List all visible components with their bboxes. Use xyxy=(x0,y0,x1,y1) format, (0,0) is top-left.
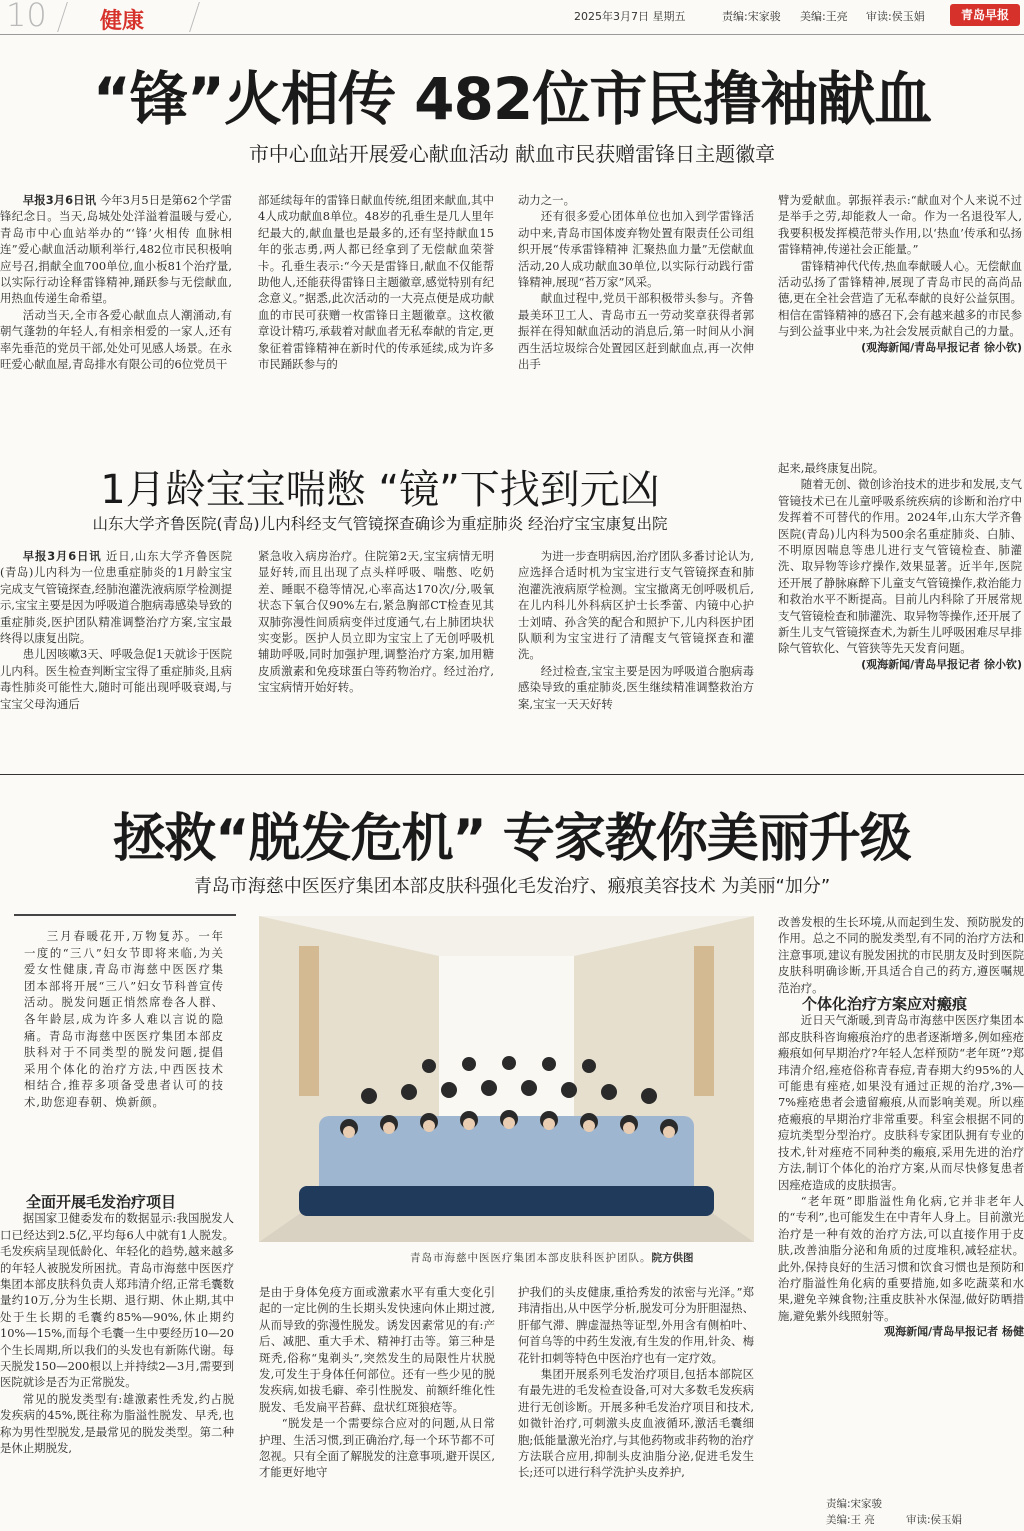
header-slash-2 xyxy=(189,2,200,32)
story2-c4p2: 随着无创、微创诊治技术的进步和发展,支气管镜技术已在儿童呼吸系统疾病的诊断和治疗中发挥着不可替代的作用。2024年,山东大学齐鲁医院(青岛)儿内科为500余名重症肺炎、白肺、不明原因喘息等患儿进行支气管镜检查、肺灌洗、取异物等诊疗操作,效果显著。近半年,医院还开展了静脉麻醉下儿童支气管镜操作,救治能力和救治水平不断提高。目前儿内科除了开展常规支气管镜检查和肺灌洗、取异物等操作,还开展了新生儿支气管镜探查术,为新生儿呼吸困难尽早排除气管软化、气管狭等先天发育问题。 xyxy=(778,477,1022,656)
footer-proof: 审读:侯玉娟 xyxy=(906,1514,963,1526)
story2-c2p1: 紧急收入病房治疗。住院第2天,宝宝病情无明显好转,而且出现了点头样呼吸、喘憋、吃奶差、睡眠不稳等情况,心率高达170次/分,吸氧状态下氧合仅90%左右,紧急胸部CT检查见其双肺弥漫性间质病变伴过度通气,右上肺团块状实变影。医护人员立即为宝宝上了无创呼吸机辅助呼吸,同时加强护理,调整治疗方案,加用糖皮质激素和免疫球蛋白等药物治疗。经过治疗,宝宝病情开始好转。 xyxy=(258,549,494,695)
story3-byline: 观海新闻/青岛早报记者 杨健 xyxy=(884,1325,1024,1339)
story1-subhead: 市中心血站开展爱心献血活动 献血市民获赠雷锋日主题徽章 xyxy=(248,142,776,166)
story3-c1p2: 常见的脱发类型有:雄激素性秃发,约占脱发疾病的45%,既往称为脂溢性脱发、早秃,也称为男性型脱发,是最常见的脱发类型。第二种是休止期脱发, xyxy=(0,1391,234,1456)
photo-credit: 院方供图 xyxy=(651,1252,694,1264)
team-photo xyxy=(259,916,754,1242)
story3-col1 xyxy=(0,1188,234,1531)
story2-lead: 早报3月6日讯 xyxy=(22,549,102,563)
issue-date: 2025年3月7日 星期五 xyxy=(574,10,686,23)
story1-col2 xyxy=(258,192,494,430)
story3-intro xyxy=(24,928,224,1168)
story1-lead: 早报3月6日讯 xyxy=(22,193,97,207)
story1-c3p1: 动力之一。 xyxy=(518,193,575,207)
section-name: 健康 xyxy=(100,9,145,34)
story3-c3p1: 护我们的头皮健康,重拾秀发的浓密与光泽。”郑玮清指出,从中医学分析,脱发可分为肝胆湿热、肝郁气滞、脾虚湿热等证型,外用含有侧柏叶、何首乌等的中药生发液,有生发的作用,针灸、梅花针扣刺等特色中医治疗也有一定疗效。 xyxy=(518,1285,754,1365)
story3-c2p2: “脱发是一个需要综合应对的问题,从日常护理、生活习惯,到正确治疗,每一个环节都不可忽视。只有全面了解脱发的注意事项,避开误区,才能更好地守 xyxy=(259,1416,495,1480)
story2-c1p2: 患儿因咳嗽3天、呼吸急促1天就诊于医院儿内科。医生检查判断宝宝得了重症肺炎,且病毒性肺炎可能性大,随时可能出现呼吸衰竭,与宝宝父母沟通后 xyxy=(0,647,232,711)
story1-c1p2: 活动当天,全市各爱心献血点人潮涌动,有朝气蓬勃的年轻人,有相亲相爱的一家人,还有率先垂范的党员干部,处处可见感人场景。在永旺爱心献血屋,青岛排水有限公司的6位党员干 xyxy=(0,307,232,372)
story3-sec2: 个体化治疗方案应对瘢痕 xyxy=(802,995,968,1014)
story3-c4p1: 改善发根的生长环境,从而起到生发、预防脱发的作用。总之不同的脱发类型,有不同的治疗方法和注意事项,建议有脱发困扰的市民朋友及时到医院皮肤科明确诊断,开具适合自己的药方,遵医嘱规范治疗。 xyxy=(778,915,1024,995)
story1-col1 xyxy=(0,192,232,430)
story3-c3p2: 集团开展系列毛发治疗项目,包括本部院区有最先进的毛发检查设备,可对大多数毛发疾病进行无创诊断。开展多种毛发治疗项目和技术,如微针治疗,可刺激头皮血液循环,激活毛囊细胞;低能量激光治疗,与其他药物或非药物的治疗方法联合应用,抑制头皮油脂分泌,促进毛发生长;还可以进行科学洗护头皮养护, xyxy=(518,1367,754,1480)
header-slash xyxy=(57,2,68,32)
story3-subhead: 青岛市海慈中医医疗集团本部皮肤科强化毛发治疗、瘢痕美容技术 为美丽“加分” xyxy=(193,876,831,897)
story1-col4 xyxy=(778,192,1022,430)
story1-c3p3: 献血过程中,党员干部积极带头参与。齐鲁最美环卫工人、青岛市五一劳动奖章获得者郭振祥在得知献血活动的消息后,第一时间从小涧西生活垃圾综合处置园区赶到献血点,再一次伸出手 xyxy=(518,291,754,372)
story2-c3p2: 经过检查,宝宝主要是因为呼吸道合胞病毒感染导致的重症肺炎,医生继续精准调整救治方案,宝宝一天天好转 xyxy=(518,663,754,711)
story1-byline: (观海新闻/青岛早报记者 徐小钦) xyxy=(861,340,1022,354)
story2-byline: (观海新闻/青岛早报记者 徐小钦) xyxy=(861,657,1022,671)
photo-caption xyxy=(410,1250,754,1265)
story3-c4p2: 近日天气渐暖,到青岛市海慈中医医疗集团本部皮肤科咨询瘢痕治疗的患者逐渐增多,例如痤疮瘢痕如何早期治疗?年轻人怎样预防“老年斑”?郑玮清介绍,痤疮俗称青春痘,青春期大约95%的人可能患有痤疮,如果没有通过正规的治疗,3%—7%痤疮患者会遗留瘢痕,从而影响美观。所以痤疮瘢痕的早期治疗非常重要。科室会根据不同的痘坑类型分型治疗。皮肤科专家团队拥有专业的技术,针对痤疮不同种类的瘢痕,采用先进的治疗方法,制订个体化的治疗方案,从而尽快修复患者因痤疮造成的皮肤损害。 xyxy=(778,1013,1024,1192)
photo-caption-text: 青岛市海慈中医医疗集团本部皮肤科医护团队。 xyxy=(410,1252,652,1264)
story3-col2 xyxy=(259,1284,495,1531)
footer-credits xyxy=(826,1490,1024,1530)
story2-col3 xyxy=(518,548,754,744)
story3-headline: 拯救“脱发危机” 专家教你美丽升级 xyxy=(113,809,911,869)
story1-col3 xyxy=(518,192,754,430)
header-art: 美编:王亮 xyxy=(800,10,848,23)
story1-c2p1: 部延续每年的雷锋日献血传统,组团来献血,其中4人成功献血8单位。48岁的孔垂生是几人里年纪最大的,献血量也是最多的,还有坚持献血15年的张志勇,两人都已经拿到了无偿献血荣誉卡。孔垂生表示:“今天是雷锋日,献血不仅能帮助他人,还能获得雷锋日主题徽章,感觉特别有纪念意义。”据悉,此次活动的一大亮点便是成功献血的市民可获赠一枚雷锋日主题徽章。这枚徽章设计精巧,承载着对献血者无私奉献的肯定,更象征着雷锋精神在新时代的传承延续,成为许多市民踊跃参与的 xyxy=(258,193,494,372)
team-photo-illustration xyxy=(259,916,754,1242)
story2-headline: 1月龄宝宝喘憋 “镜”下找到元凶 xyxy=(100,467,660,513)
story2-col2 xyxy=(258,548,494,744)
newspaper-logo: 青岛早报 xyxy=(950,4,1020,26)
footer-art: 美编:王 亮 xyxy=(826,1514,875,1526)
story1-c3p2: 还有很多爱心团体单位也加入到学雷锋活动中来,青岛市国体废弃物处置有限责任公司组织开展“传承雷锋精神 汇聚热血力量”无偿献血活动,20人成功献血30单位,以实际行动践行雷锋精神,展现“苔万家”风采。 xyxy=(518,209,754,290)
section-divider xyxy=(0,774,1024,775)
story2-col4 xyxy=(778,460,1022,744)
story1-headline: “锋”火相传 482位市民撸袖献血 xyxy=(92,65,932,133)
story3-c4p3: “老年斑”即脂溢性角化病,它并非老年人的“专利”,也可能发生在中青年人身上。目前激光治疗是一种有效的治疗方法,可以直接作用于皮肤,改善油脂分泌和角质的过度堆积,减轻症状。此外,保持良好的生活习惯和饮食习惯也是预防和治疗脂溢性角化病的重要措施,如多吃蔬菜和水果,避免辛辣食物;注重皮肤补水保湿,做好防晒措施,避免紫外线照射等。 xyxy=(778,1193,1024,1323)
footer-editor: 责编:宋家骏 xyxy=(826,1498,883,1510)
story2-c3p1: 为进一步查明病因,治疗团队多番讨论认为,应选择合适时机为宝宝进行支气管镜探查和肺泡灌洗液病原学检测。宝宝撤离无创呼吸机后,在儿内科儿外科病区护士长季蕾、内镜中心护士刘晴、孙含笑的配合和照护下,儿内科医护团队顺利为宝宝进行了清醒支气管镜探查和灌洗。 xyxy=(518,549,754,662)
story1-c4p1: 臂为爱献血。郭振祥表示:“献血对个人来说不过是举手之劳,却能救人一命。作为一名退役军人,我要积极发挥模范带头作用,以‘热血’传承和弘扬雷锋精神,传递社会正能量。” xyxy=(778,193,1022,257)
story3-col4 xyxy=(778,914,1024,1464)
story3-sec1: 全面开展毛发治疗项目 xyxy=(26,1193,177,1211)
story2-c4p1: 起来,最终康复出院。 xyxy=(778,461,885,475)
story2-c1p1: 近日,山东大学齐鲁医院(青岛)儿内科为一位患重症肺炎的1月龄宝宝完成支气管镜探查,经肺泡灌洗液病原学检测提示,宝宝主要是因为呼吸道合胞病毒感染导致的重症肺炎,医护团队精准调整治疗方案,宝宝最终得以康复出院。 xyxy=(0,549,232,646)
story2-col1 xyxy=(0,548,232,744)
header-editor: 责编:宋家骏 xyxy=(722,10,781,23)
story1-c1p1: 今年3月5日是第62个学雷锋纪念日。当天,岛城处处洋溢着温暖与爱心,青岛市中心血站举办的“‘锋’火相传 血脉相连”爱心献血活动顺利举行,482位市民积极响应号召,捐献全血700单位,血小板81个治疗量,以实际行动诠释雷锋精神,踊跃参与无偿献血,用热血传递生命希望。 xyxy=(0,193,232,306)
story1-c4p2: 雷锋精神代代传,热血奉献暖人心。无偿献血活动弘扬了雷锋精神,展现了青岛市民的高尚品德,更在全社会营造了无私奉献的良好公益氛围。相信在雷锋精神的感召下,会有越来越多的市民参与到公益事业中来,为社会发展贡献自己的力量。 xyxy=(778,258,1022,339)
story3-col3 xyxy=(518,1284,754,1531)
story3-c2p1: 是由于身体免疫方面或激素水平有重大变化引起的一定比例的生长期头发快速向休止期过渡,从而导致的弥漫性脱发。诱发因素常见的有:产后、减肥、重大手术、精神打击等。第三种是斑秃,俗称“鬼剃头”,突然发生的局限性片状脱发,可发生于身体任何部位。还有一些少见的脱发疾病,如拔毛癖、牵引性脱发、前额纤维化性脱发、毛发扁平苔藓、盘状红斑狼疮等。 xyxy=(259,1285,495,1414)
page-header xyxy=(0,0,1024,34)
story3-intro-text: 三月春暖花开,万物复苏。一年一度的“三八”妇女节即将来临,为关爱女性健康,青岛市海慈中医医疗集团本部将开展“三八”妇女节科普宣传活动。脱发问题正悄然席卷各人群、各年龄层,成为许多人难以言说的隐痛。青岛市海慈中医医疗集团本部皮肤科对于不同类型的脱发问题,提倡采用个体化的治疗方法,中西医技术相结合,推荐多项备受患者认可的技术,助您迎春朝、焕新颜。 xyxy=(24,929,224,1109)
story2-subhead: 山东大学齐鲁医院(青岛)儿内科经支气管镜探查确诊为重症肺炎 经治疗宝宝康复出院 xyxy=(92,515,668,533)
story3-c1p1: 据国家卫健委发布的数据显示:我国脱发人口已经达到2.5亿,平均每6人中就有1人脱发。毛发疾病呈现低龄化、年轻化的趋势,越来越多的年轻人被脱发所困扰。青岛市海慈中医医疗集团本部皮肤科负责人郑玮清介绍,正常毛囊数量约10万,分为生长期、退行期、休止期,其中处于生长期的毛囊约85%—90%,休止期约10%—15%,而每个毛囊一生中要经历10—20个生长周期,所以我们的头发也有新陈代谢。每天脱发150—200根以上并持续2—3月,需要到医院就诊是否为正常脱发。 xyxy=(0,1211,234,1390)
header-rule xyxy=(0,34,1024,35)
page-number: 10 xyxy=(6,0,47,34)
intro-box-rule xyxy=(14,914,236,916)
header-proof: 审读:侯玉娟 xyxy=(866,10,925,23)
